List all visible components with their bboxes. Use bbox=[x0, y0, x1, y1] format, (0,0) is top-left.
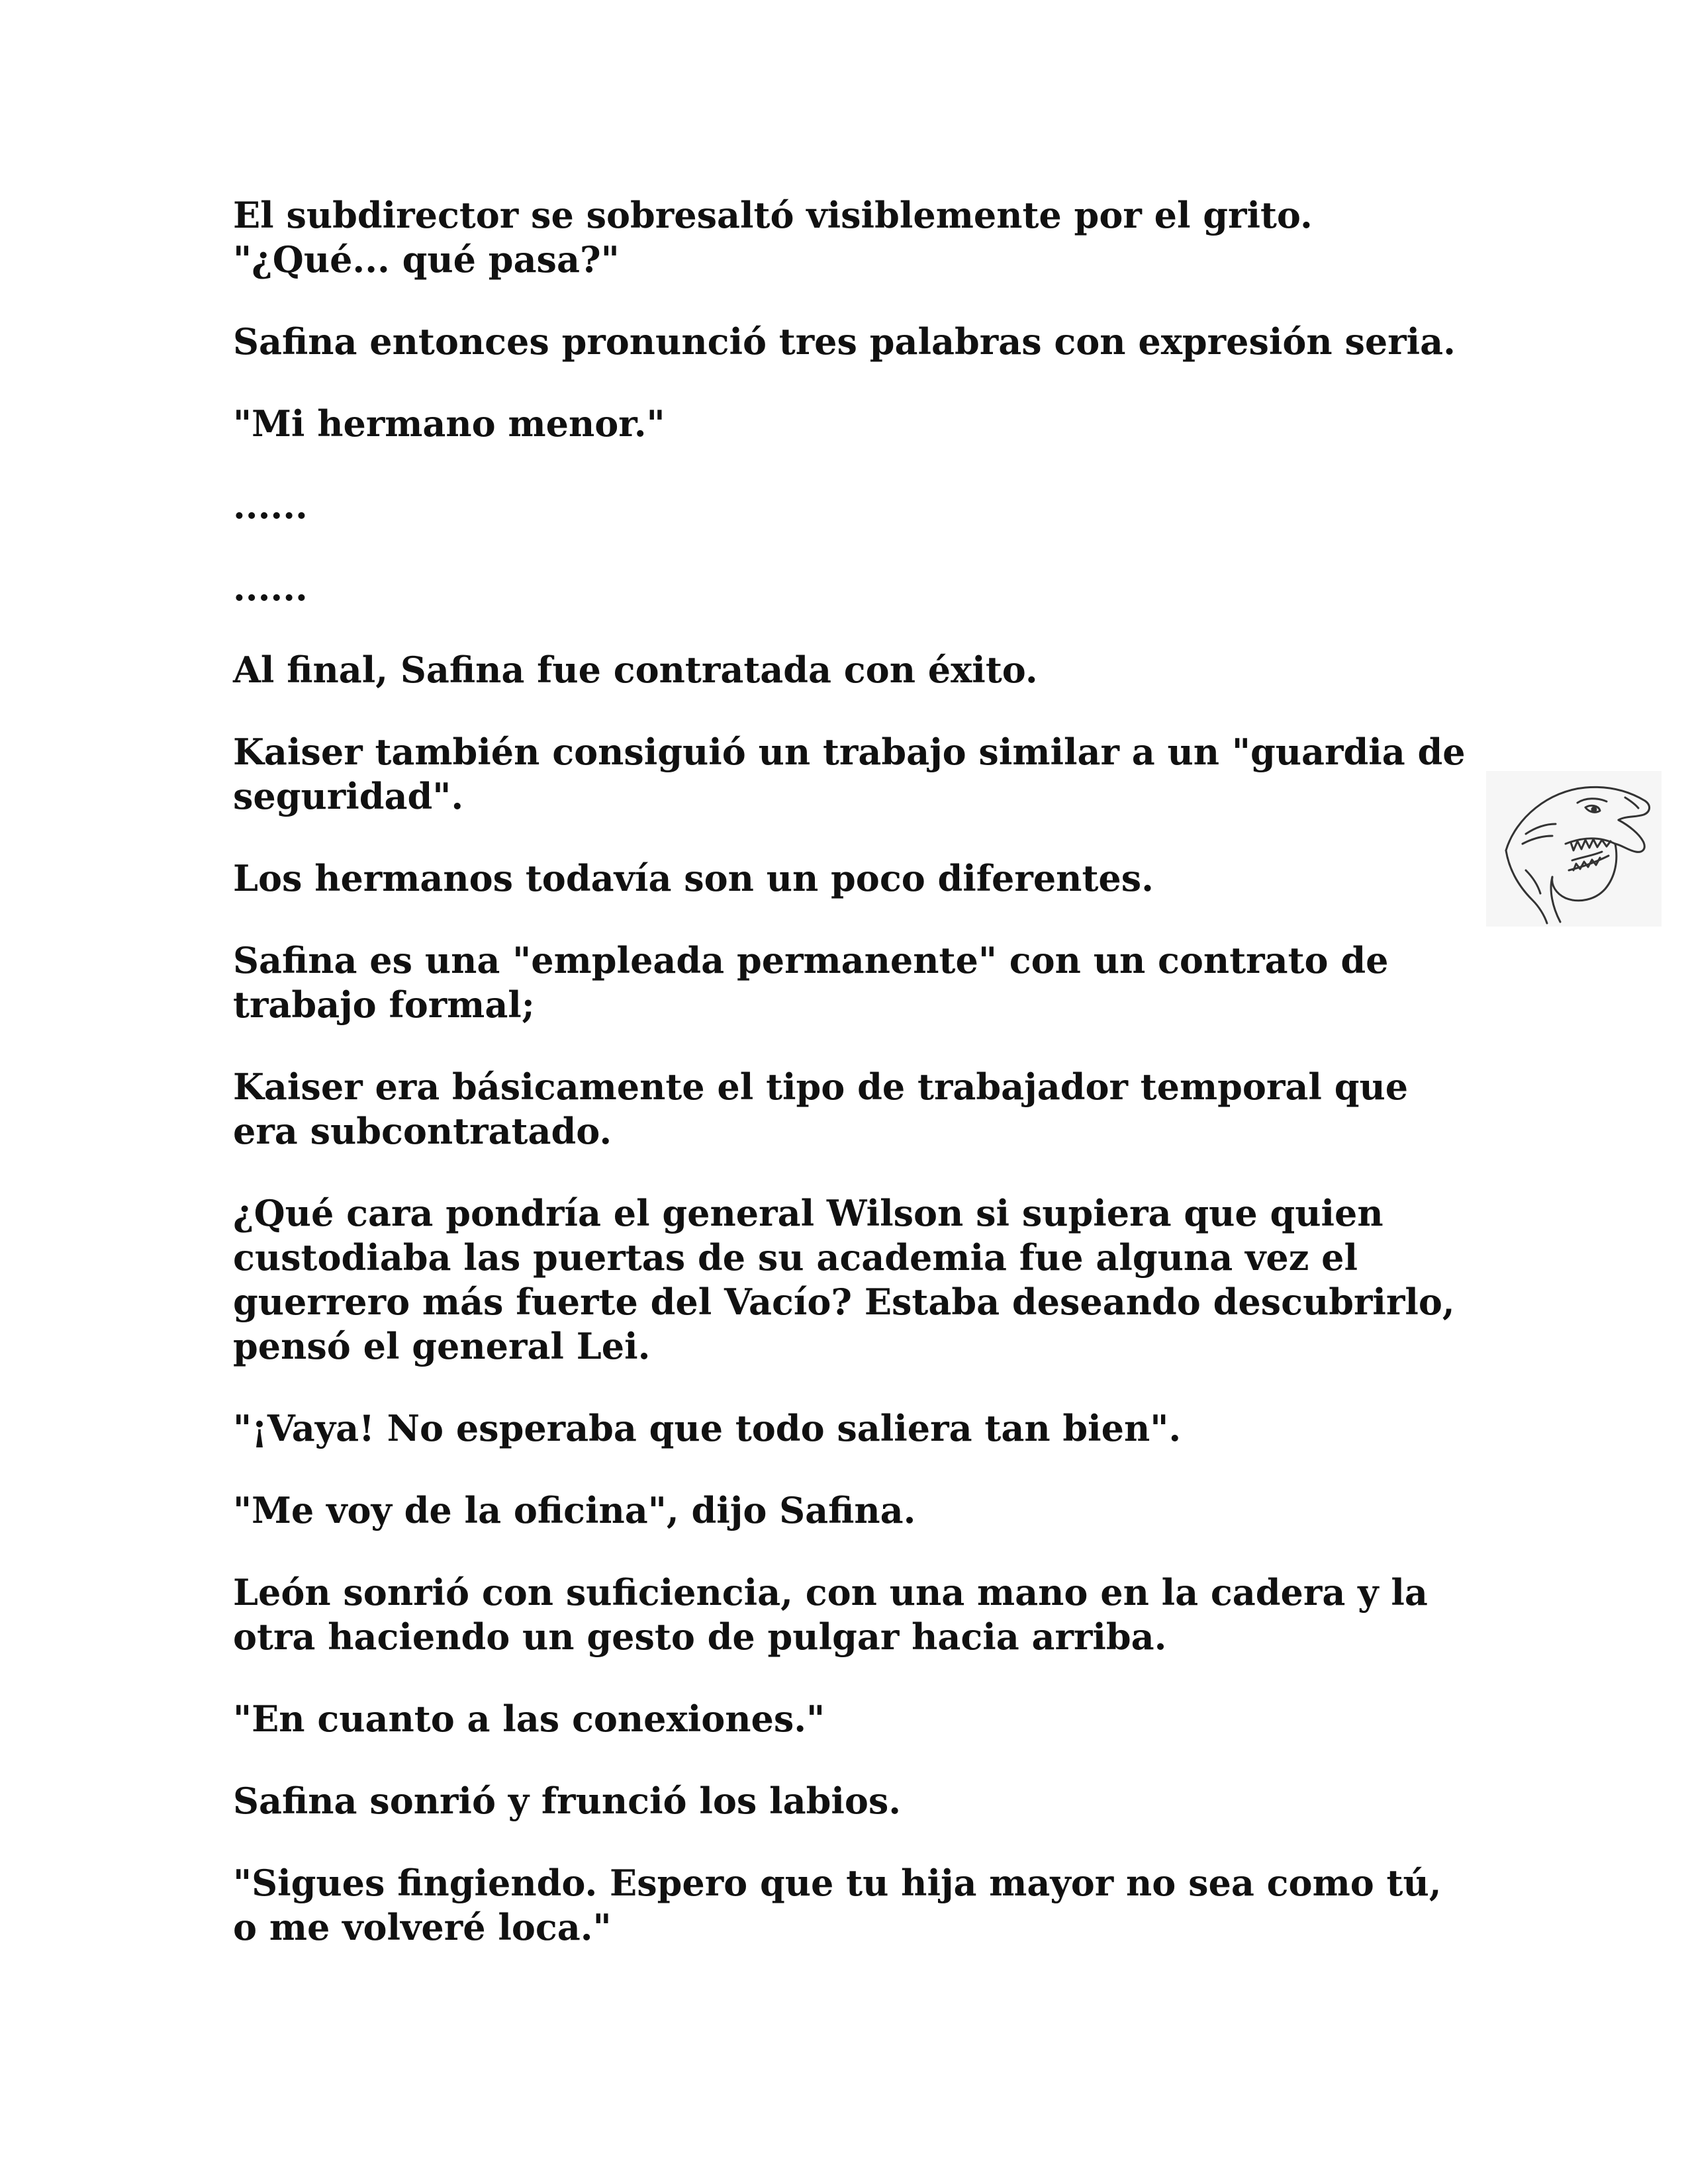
paragraph: El subdirector se sobresaltó visiblemente por el grito. "¿Qué... qué pasa?" bbox=[233, 194, 1313, 281]
paragraph: Al final, Safina fue contratada con éxito. bbox=[233, 649, 1038, 691]
paragraph: Safina es una "empleada permanente" con un contrato de trabajo formal; bbox=[233, 939, 1389, 1026]
paragraph: "Sigues fingiendo. Espero que tu hija mayor no sea como tú, o me volveré loca." bbox=[233, 1862, 1442, 1948]
paragraph: ...... bbox=[233, 567, 308, 609]
paragraph: ...... bbox=[233, 484, 308, 527]
paragraph: "En cuanto a las conexiones." bbox=[233, 1698, 825, 1740]
paragraph: ¿Qué cara pondría el general Wilson si supiera que quien custodiaba las puertas de su academia fue alguna vez el guerrero más fuerte del Vacío? Estaba deseando descubrirlo, pensó el general Lei. bbox=[233, 1192, 1455, 1367]
paragraph: Kaiser era básicamente el tipo de trabajador temporal que era subcontratado. bbox=[233, 1066, 1409, 1152]
body-text bbox=[233, 193, 1477, 1987]
paragraph: León sonrió con suficiencia, con una mano en la cadera y la otra haciendo un gesto de pulgar hacia arriba. bbox=[233, 1571, 1428, 1658]
dinosaur-head-sketch-icon bbox=[1486, 771, 1662, 927]
paragraph: "¡Vaya! No esperaba que todo saliera tan bien". bbox=[233, 1407, 1182, 1449]
paragraph: "Mi hermano menor." bbox=[233, 402, 665, 445]
paragraph: Safina sonrió y frunció los labios. bbox=[233, 1780, 902, 1822]
paragraph: Los hermanos todavía son un poco diferentes. bbox=[233, 857, 1154, 899]
paragraph: Safina entonces pronunció tres palabras con expresión seria. bbox=[233, 320, 1456, 363]
paragraph: Kaiser también consiguió un trabajo similar a un "guardia de seguridad". bbox=[233, 731, 1466, 817]
paragraph: "Me voy de la oficina", dijo Safina. bbox=[233, 1489, 916, 1531]
